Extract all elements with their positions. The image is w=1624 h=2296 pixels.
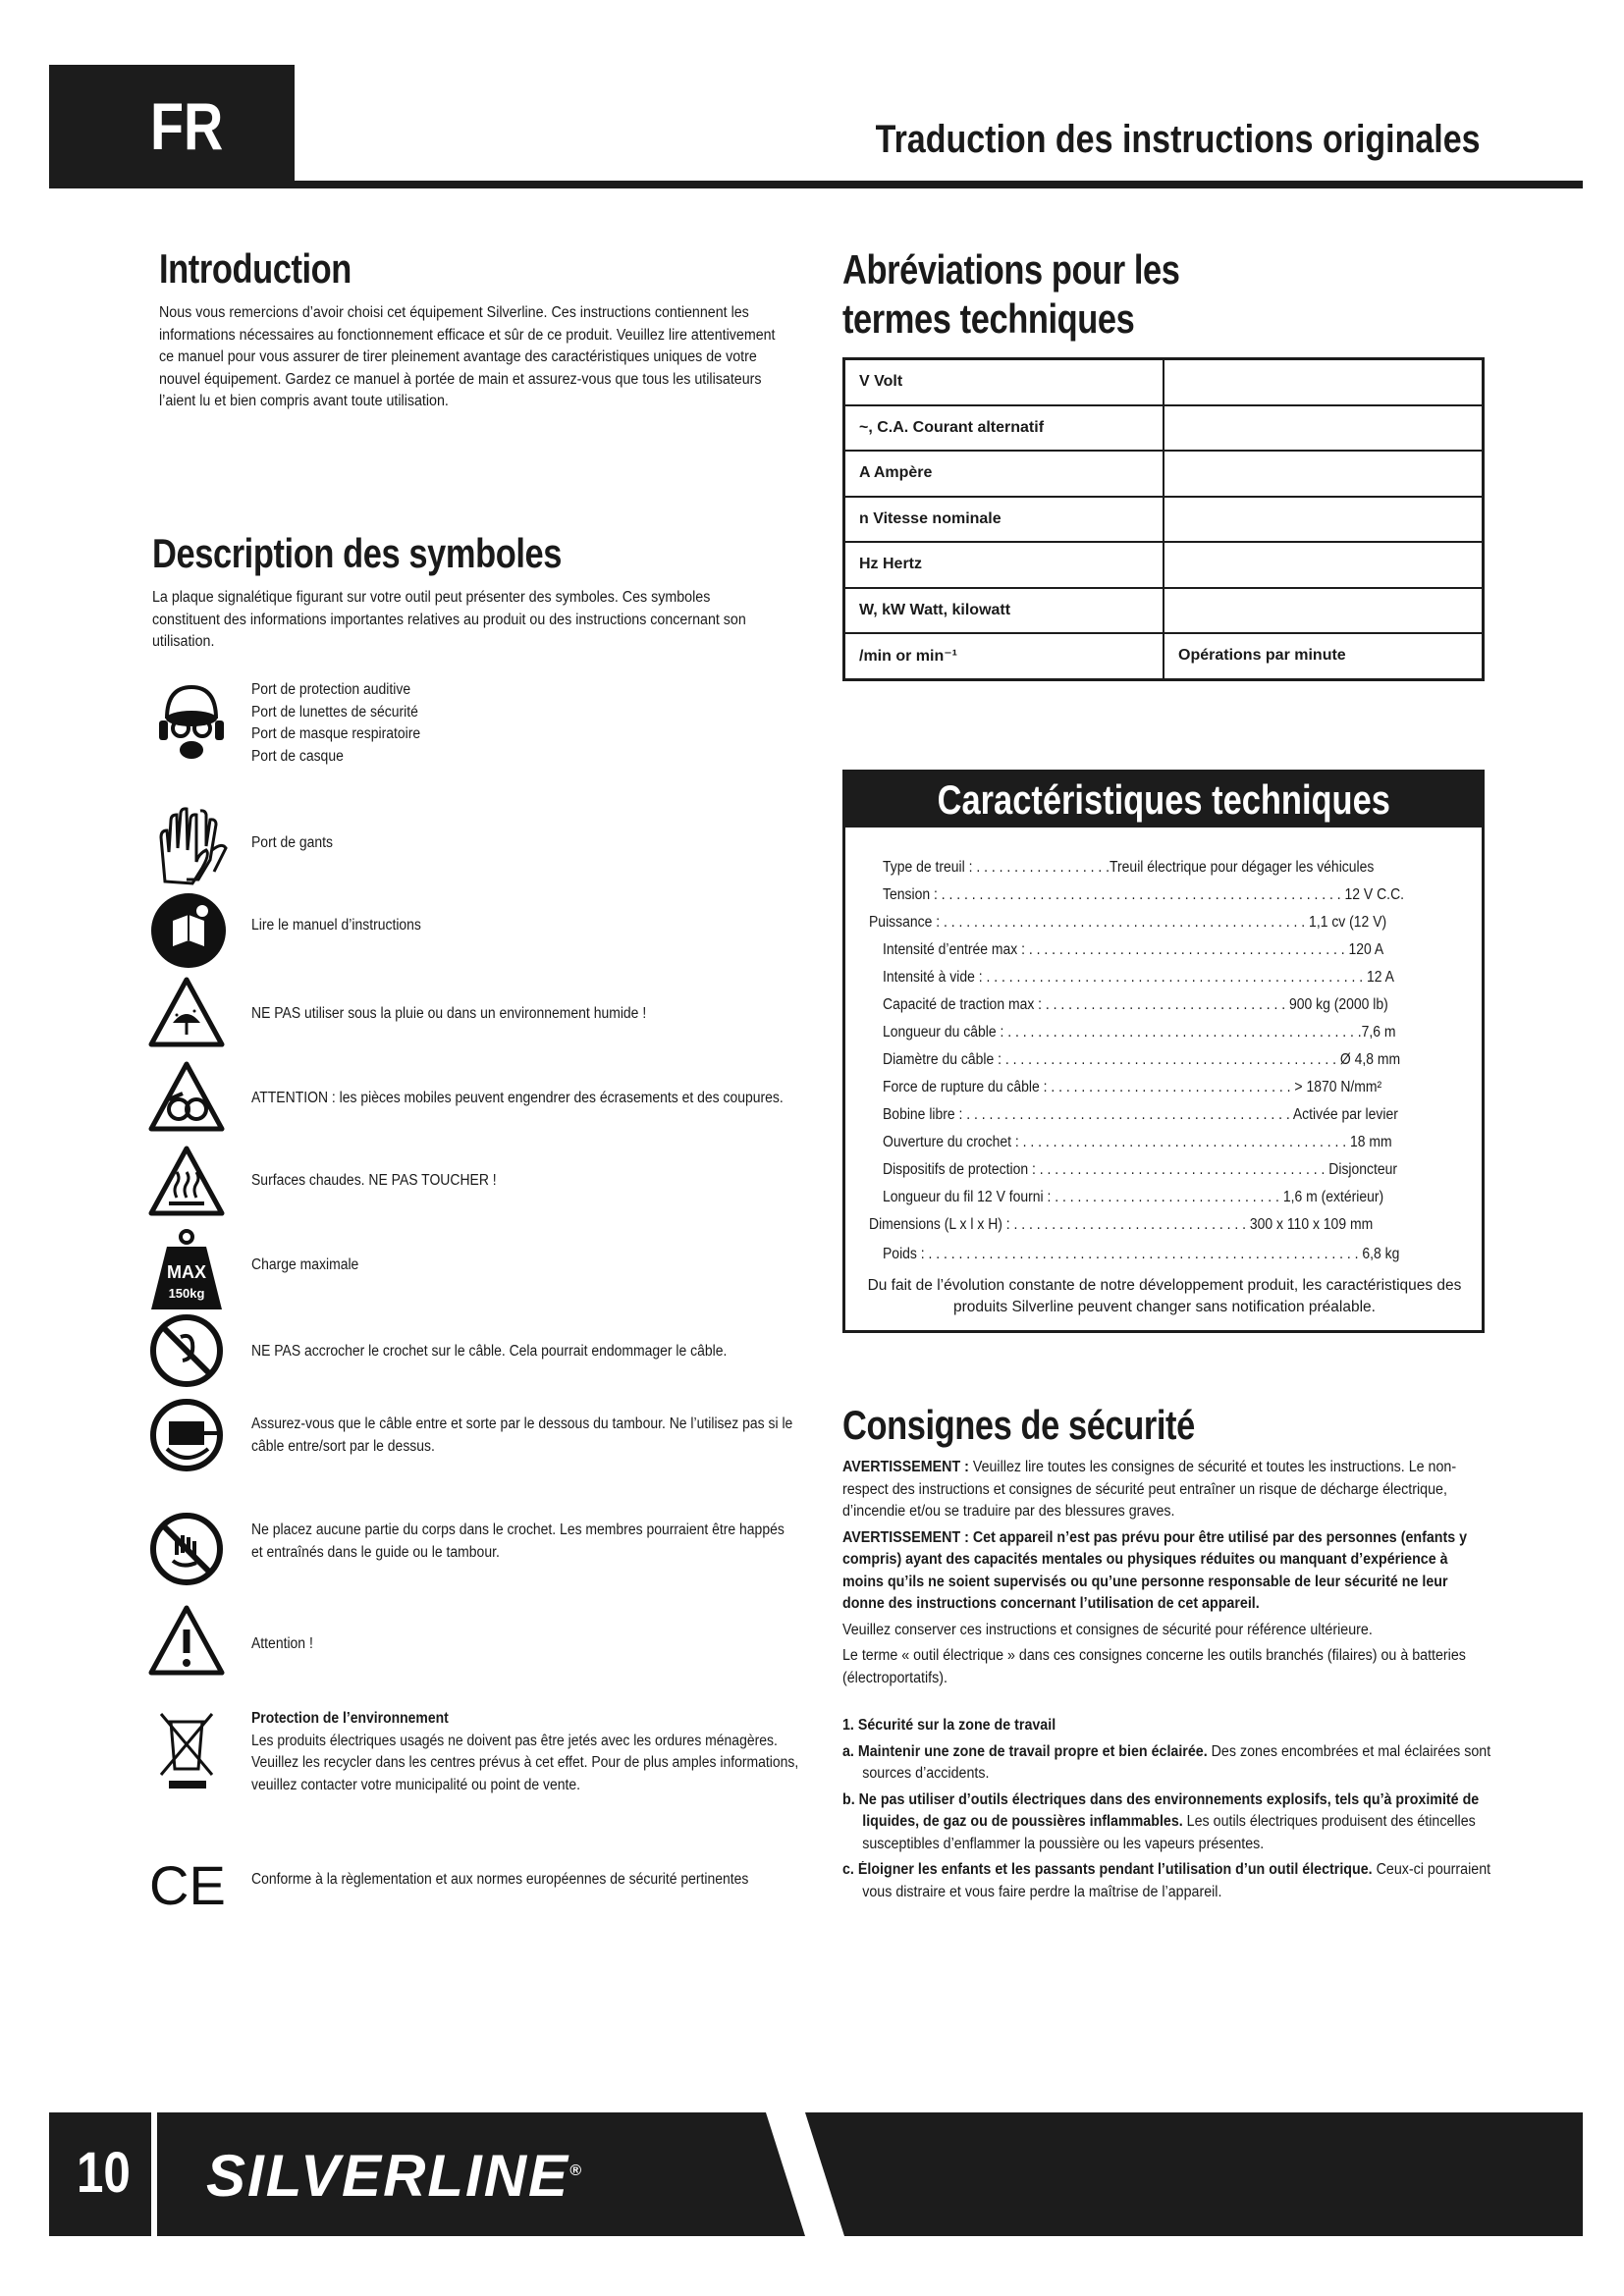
abbreviations-heading: Abréviations pour les termes techniques <box>842 246 1180 342</box>
warning-label: AVERTISSEMENT : <box>842 1459 969 1475</box>
symbol-text-hot: Surfaces chaudes. NE PAS TOUCHER ! <box>251 1172 497 1189</box>
abbr-desc <box>1164 542 1484 588</box>
safety-body <box>842 1457 1491 1907</box>
symbol-text-no-hand-hook: Ne placez aucune partie du corps dans le crochet. Les membres pourraient être happés et entraînés dans le guide ou le tambour. <box>251 1522 785 1561</box>
spec-row: Intensité à vide : . . . . . . . . . . . . . . . . . . . . . . . . . . . . . . . . . . . . . . . . . . . . . . . . . . 12 A <box>883 969 1394 986</box>
symbol-text-ce: Conforme à la règlementation et aux normes européennes de sécurité pertinentes <box>251 1871 749 1888</box>
table-row <box>844 451 1484 497</box>
header-rule <box>49 181 1583 188</box>
safety-keep-text: Veuillez conserver ces instructions et consignes de sécurité pour référence ultérieure. <box>842 1621 1373 1638</box>
introduction-text: Nous vous remercions d’avoir choisi cet équipement Silverline. Ces instructions contiennent les informations nécessaires au fonctionnement efficace et sûr de ce produit. Veuillez lire attentivement ce manuel pour vous assurer de tirer pleinement avantage des caractéristiques uniques de votre nouvel équipement. Gardez ce manuel à portée de main et assurez-vous que tous les utilisateurs l’aient lu et bien compris avant toute utilisation. <box>159 304 776 409</box>
symbols-intro-text: La plaque signalétique figurant sur votre outil peut présenter des symboles. Ces symboles constituent des informations importantes relatives au produit ou des instructions concernant son utilisation. <box>152 589 746 650</box>
footer-bar <box>49 2112 1583 2236</box>
abbr-term: W, kW Watt, kilowatt <box>844 588 1164 634</box>
abbr-desc <box>1164 588 1484 634</box>
crush-warning-icon <box>147 1056 236 1145</box>
symbol-text-drum: Assurez-vous que le câble entre et sorte par le dessous du tambour. Ne l’utilisez pas si le câble entre/sort par le dessus. <box>251 1415 793 1455</box>
abbr-term: V Volt <box>844 359 1164 405</box>
max-weight-label: 150kg <box>168 1286 205 1301</box>
safety-warning-1 <box>842 1457 1482 1523</box>
spec-row: Tension : . . . . . . . . . . . . . . . . . . . . . . . . . . . . . . . . . . . . . . . . . . . . . . . . . . . . . 12 V C.C. <box>883 886 1405 903</box>
symbol-text-no-hook-cable: NE PAS accrocher le crochet sur le câble. Cela pourrait endommager le câble. <box>251 1343 728 1360</box>
table-row <box>844 405 1484 452</box>
page-number: 10 <box>77 2141 131 2205</box>
abbr-term: n Vitesse nominale <box>844 497 1164 543</box>
ppe-line: Port de casque <box>251 747 344 765</box>
abbr-term: Hz Hertz <box>844 542 1164 588</box>
weee-title: Protection de l’environnement <box>251 1710 449 1727</box>
symbol-text-weee: Les produits électriques usagés ne doivent pas être jetés avec les ordures ménagères. Veuillez les recycler dans les centres prévus à cet effet. Pour de plus amples informations, veuillez contacter votre municipalité ou point de vente. <box>251 1732 799 1793</box>
spec-row: Longueur du fil 12 V fourni : . . . . . . . . . . . . . . . . . . . . . . . . . . . . . . 1,6 m (extérieur) <box>883 1189 1384 1205</box>
spec-row: Intensité d’entrée max : . . . . . . . . . . . . . . . . . . . . . . . . . . . . . . . . . . . . . . . . . . 120 A <box>883 941 1384 958</box>
specifications-note: Du fait de l’évolution constante de notre développement produit, les caractéristiques des produits Silverline peuvent changer sans notification préalable. <box>867 1277 1462 1315</box>
abbr-desc <box>1164 451 1484 497</box>
abbr-term: ~, C.A. Courant alternatif <box>844 405 1164 452</box>
max-load-icon <box>147 1227 236 1315</box>
ppe-line: Port de protection auditive <box>251 681 411 698</box>
ppe-line: Port de masque respiratoire <box>251 725 421 742</box>
no-hand-hook-icon <box>147 1508 236 1596</box>
rain-warning-icon <box>147 972 236 1060</box>
table-row <box>844 542 1484 588</box>
page-header-title: Traduction des instructions originales <box>876 118 1481 161</box>
safety-item-b: b. Ne pas utiliser d’outils électriques dans des environnements explosifs, tels qu’à proximité de liquides, de gaz ou de poussières inflammables. Les outils électriques produisent des étincelles susceptibles d’enflammer la poussière ou les vapeurs présentes. <box>842 1790 1480 1852</box>
abbr-desc <box>1164 405 1484 452</box>
abbr-desc: Opérations par minute <box>1164 633 1484 679</box>
no-hook-cable-icon <box>147 1309 236 1398</box>
symbol-text-gloves: Port de gants <box>251 834 333 851</box>
language-code: FR <box>150 89 224 164</box>
spec-row: Type de treuil : . . . . . . . . . . . . . . . . . .Treuil électrique pour dégager les véhicules <box>883 859 1375 876</box>
ppe-line: Port de lunettes de sécurité <box>251 703 418 721</box>
ce-mark-icon <box>147 1845 236 1934</box>
max-label: MAX <box>167 1262 206 1282</box>
warning-text: Veuillez lire toutes les consignes de sécurité et toutes les instructions. Le non-respect des instructions et consignes de sécurité peut entraîner un risque de décharge électrique, d’incendie et/ou se traduire par des blessures graves. <box>842 1459 1457 1520</box>
abbr-term: A Ampère <box>844 451 1164 497</box>
spec-row: Poids : . . . . . . . . . . . . . . . . . . . . . . . . . . . . . . . . . . . . . . . . . . . . . . . . . . . . . . . . . 6,8 kg <box>883 1246 1400 1262</box>
symbols-heading: Description des symboles <box>152 530 562 576</box>
introduction-heading: Introduction <box>159 245 352 292</box>
safety-warning-2: AVERTISSEMENT : Cet appareil n’est pas prévu pour être utilisé par des personnes (enfants y compris) ayant des capacités mentales ou physiques réduites ou manquant d’expérience à moins qu’ils ne soient supervisés ou qu’une personne responsable de leur sécurité ne leur donne des instructions concernant l’utilisation de cet appareil. <box>842 1528 1468 1612</box>
spec-row: Puissance : . . . . . . . . . . . . . . . . . . . . . . . . . . . . . . . . . . . . . . . . . . . . . . . . 1,1 cv (12 V) <box>869 914 1387 931</box>
specifications-heading: Caractéristiques techniques <box>845 773 1482 828</box>
weee-bin-icon <box>147 1708 236 1796</box>
read-manual-icon <box>147 887 236 976</box>
table-row <box>844 359 1484 405</box>
spec-row: Dispositifs de protection : . . . . . . . . . . . . . . . . . . . . . . . . . . . . . . . . . . . . . . Disjoncteur <box>883 1161 1398 1178</box>
symbol-text-max: Charge maximale <box>251 1256 359 1273</box>
ce-mark: CE <box>149 1854 226 1916</box>
footer-stripe <box>766 2112 1583 2236</box>
spec-row: Capacité de traction max : . . . . . . . . . . . . . . . . . . . . . . . . . . . . . . . . 900 kg (2000 lb) <box>883 996 1388 1013</box>
attention-icon <box>147 1600 236 1688</box>
spec-row: Ouverture du crochet : . . . . . . . . . . . . . . . . . . . . . . . . . . . . . . . . . . . . . . . . . . . 18 mm <box>883 1134 1392 1150</box>
ppe-icon <box>147 679 236 768</box>
spec-row: Dimensions (L x l x H) : . . . . . . . . . . . . . . . . . . . . . . . . . . . . . . . 300 x 110 x 109 mm <box>869 1216 1374 1233</box>
drum-underside-icon <box>147 1394 236 1482</box>
spec-row: Bobine libre : . . . . . . . . . . . . . . . . . . . . . . . . . . . . . . . . . . . . . . . . . . . Activée par levier <box>883 1106 1398 1123</box>
table-row <box>844 633 1484 679</box>
abbr-desc <box>1164 497 1484 543</box>
symbol-text-manual: Lire le manuel d’instructions <box>251 917 421 934</box>
symbol-text-crush: ATTENTION : les pièces mobiles peuvent engendrer des écrasements et des coupures. <box>251 1090 784 1106</box>
abbr-desc <box>1164 359 1484 405</box>
spec-row: Diamètre du câble : . . . . . . . . . . . . . . . . . . . . . . . . . . . . . . . . . . . . . . . . . . . . Ø 4,8 mm <box>883 1051 1401 1068</box>
table-row <box>844 497 1484 543</box>
footer-divider <box>151 2112 157 2236</box>
symbol-text-rain: NE PAS utiliser sous la pluie ou dans un environnement humide ! <box>251 1005 647 1022</box>
gloves-icon <box>147 803 236 891</box>
abbreviations-table <box>842 357 1485 681</box>
hot-surface-icon <box>147 1141 236 1229</box>
specifications-box <box>842 770 1485 1333</box>
language-tab <box>49 65 295 188</box>
abbr-term: /min or min⁻¹ <box>844 633 1164 679</box>
brand-logo: SILVERLINE® <box>206 2143 583 2209</box>
safety-term-text: Le terme « outil électrique » dans ces consignes concerne les outils branchés (filaires) ou à batteries (électroportatifs). <box>842 1647 1466 1686</box>
safety-heading: Consignes de sécurité <box>842 1402 1195 1448</box>
spec-row: Longueur du câble : . . . . . . . . . . . . . . . . . . . . . . . . . . . . . . . . . . . . . . . . . . . . . . .7,6 m <box>883 1024 1396 1041</box>
safety-section-1: 1. Sécurité sur la zone de travail <box>842 1717 1056 1734</box>
safety-item-a: a. Maintenir une zone de travail propre et bien éclairée. Des zones encombrées et mal éclairées sont sources d’accidents. <box>842 1742 1491 1782</box>
table-row <box>844 588 1484 634</box>
safety-item-c: c. Éloigner les enfants et les passants pendant l’utilisation d’un outil électrique. Ceux-ci pourraient vous distraire et vous faire perdre la maîtrise de l’appareil. <box>842 1861 1491 1900</box>
symbol-text-attention: Attention ! <box>251 1635 313 1652</box>
spec-row: Force de rupture du câble : . . . . . . . . . . . . . . . . . . . . . . . . . . . . . . . . > 1870 N/mm² <box>883 1079 1382 1095</box>
